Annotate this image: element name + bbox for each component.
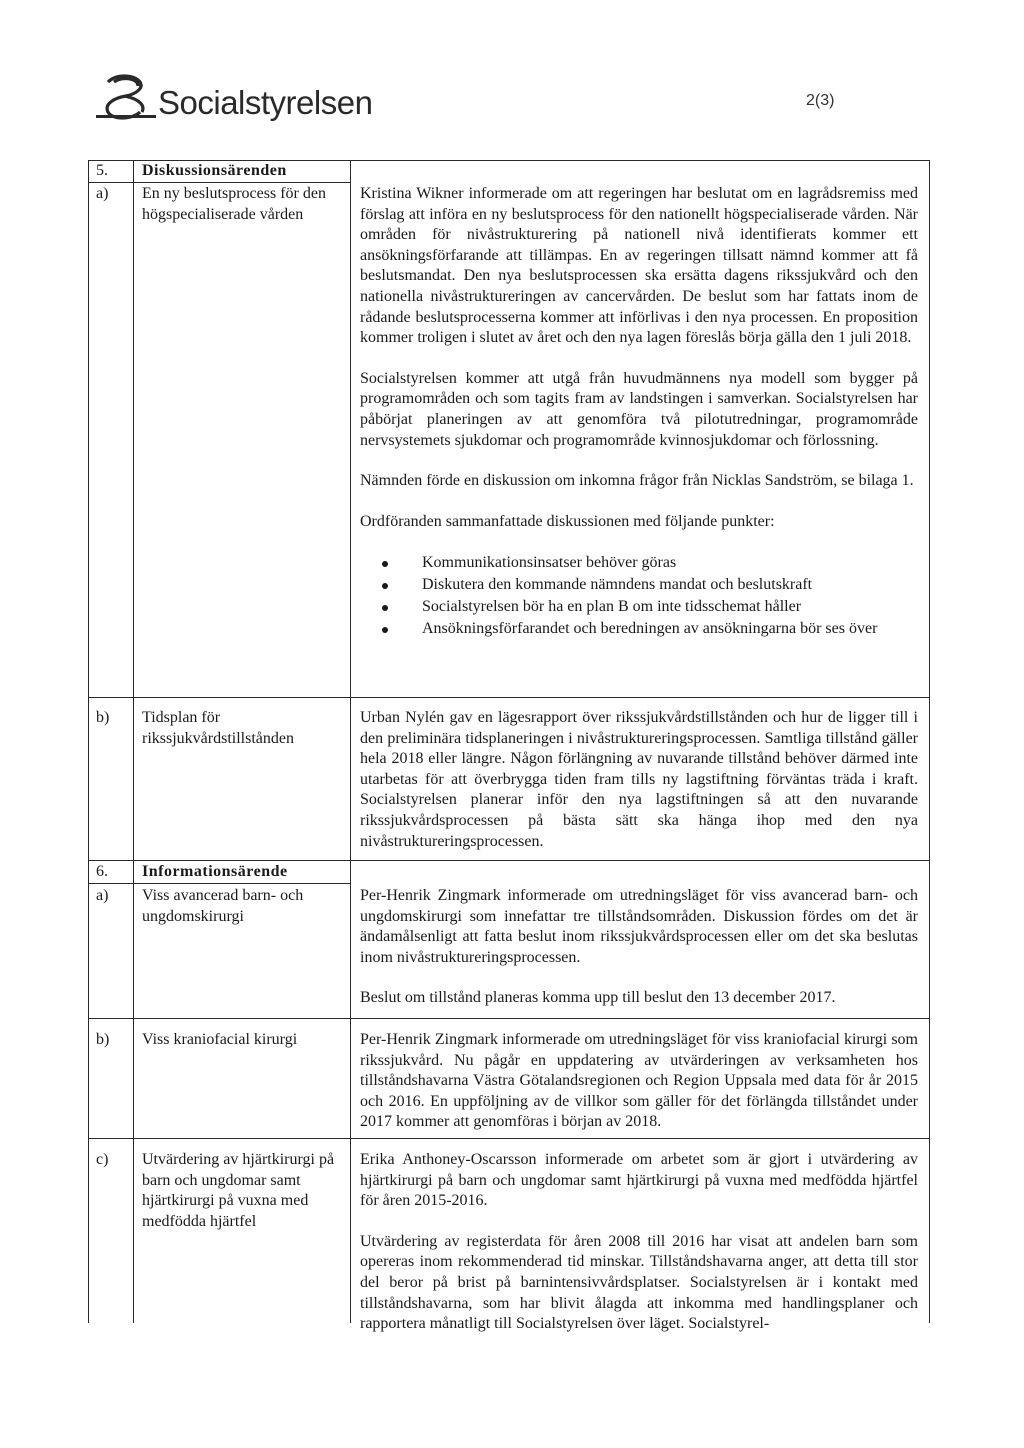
bullet-item: Ansökningsförfarandet och beredningen av ansökningarna bör ses över: [360, 618, 918, 640]
paragraph: Beslut om tillstånd planeras komma upp till beslut den 13 december 2017.: [360, 989, 836, 1007]
row-divider: [88, 1018, 930, 1019]
item-description: [360, 708, 918, 852]
section-number: 5.: [96, 162, 108, 179]
table-col-divider-2: [350, 160, 351, 1323]
bullet-item: Diskutera den kommande nämndens mandat och beslutskraft: [360, 574, 918, 596]
item-description: [360, 1030, 918, 1133]
item-title: Utvärdering av hjärtkirurgi på barn och ungdomar samt hjärtkirurgi på vuxna med medfödda hjärtfel: [142, 1151, 335, 1230]
row-divider: [88, 860, 930, 861]
summary-points: [360, 552, 918, 640]
item-title: En ny beslutsprocess för den högspecialiserade vården: [142, 185, 326, 223]
paragraph: Per-Henrik Zingmark informerade om utredningsläget för viss kraniofacial kirurgi som rikssjukvård. Nu pågår en uppdatering av utvärderingen av verksamheten hos tillståndshavarna Västra Götalandsregionen och Region Uppsala med data för år 2015 och 2016. En uppföljning av de villkor som gäller för det förlängda tillståndet under 2017 kommer att genomföras i början av 2018.: [360, 1031, 918, 1131]
row-divider: [88, 182, 350, 183]
item-title: Viss kraniofacial kirurgi: [142, 1031, 298, 1048]
section-title: Informationsärende: [142, 863, 288, 880]
item-label: a): [96, 185, 109, 202]
table-right-border: [929, 160, 930, 1323]
item-description: [360, 886, 918, 1009]
item-label: b): [96, 709, 110, 726]
item-title: Tidsplan för rikssjukvårdstillstånden: [142, 709, 294, 747]
paragraph: Per-Henrik Zingmark informerade om utredningsläget för viss avancerad barn- och ungdomskirurgi som innefattar tre tillståndsområden. Diskussion fördes om det är ändamålsenligt att fatta beslut inom rikssjukvårdsprocessen eller om det ska beslutas inom nivåstruktureringsprocessen.: [360, 887, 918, 966]
paragraph: Utvärdering av registerdata för åren 2008 till 2016 har visat att andelen barn som opereras inom rekommenderad tid minskar. Tillståndshavarna anger, att detta till stor del beror på brist på barnintensivvårdsplatser. Socialstyrelsen är i kontakt med tillståndshavarna, som har blivit ålagda att inkomma med handlingsplaner och rapportera månatligt till Socialstyrelsen över läget. Socialstyrel-: [360, 1232, 918, 1333]
paragraph: Socialstyrelsen kommer att utgå från huvudmännens nya modell som bygger på programområden och som tagits fram av landstingen i samverkan. Socialstyrelsen har påbörjat planeringen av att genomföra två pilotutredningar, programområde nervsystemets sjukdomar och programområde kvinnosjukdomar och förlossning.: [360, 369, 918, 449]
paragraph: Urban Nylén gav en lägesrapport över rikssjukvårdstillstånden och hur de ligger till i den preliminära tidsplaneringen i nivåstruktureringsprocessen. Samtliga tillstånd gäller hela 2018 eller längre. Någon förlängning av nuvarande tillstånd behöver därmed inte utarbetas för att överbrygga tiden fram tills ny lagstiftning förväntas träda i kraft. Socialstyrelsen planerar inför den nya lagstiftningen så att den nuvarande rikssjukvårdsprocessen på bästa sätt ska hänga ihop med den nya nivåstruktureringsprocessen.: [360, 709, 918, 850]
socialstyrelsen-logo-icon: [94, 72, 158, 122]
paragraph: Nämnden förde en diskussion om inkomna frågor från Nicklas Sandström, se bilaga 1.: [360, 472, 914, 490]
paragraph: Erika Anthoney-Oscarsson informerade om arbetet som är gjort i utvärdering av hjärtkirurgi på barn och ungdomar samt hjärtkirurgi på vuxna med medfödda hjärtfel för åren 2015-2016.: [360, 1151, 918, 1210]
page-header: [94, 70, 974, 130]
page-number: 2(3): [806, 92, 835, 109]
item-label: a): [96, 887, 109, 904]
bullet-item: Socialstyrelsen bör ha en plan B om inte tidsschemat håller: [360, 596, 918, 618]
bullet-item: Kommunikationsinsatser behöver göras: [360, 552, 918, 574]
paragraph: Kristina Wikner informerade om att regeringen har beslutat om en lagrådsremiss med förslag att införa en ny beslutsprocess för den nationellt högspecialiserade vården. När områden för nivåstrukturering på nationell nivå identifierats kommer ett ansökningsförfarande att tillämpas. En av regeringen tillsatt nämnd kommer att få beslutsmandat. Den nya beslutsprocessen ska ersätta dagens rikssjukvård och den nationella nivåstruktureringen av cancervården. De beslut som har fattats inom de rådande beslutsprocesserna kommer att införlivas i den nya processen. En proposition kommer troligen i slutet av året och den nya lagen föreslås börja gälla den 1 juli 2018.: [360, 185, 918, 347]
section-title: Diskussionsärenden: [142, 162, 287, 179]
logo-text: Socialstyrelsen: [158, 84, 373, 121]
item-title: Viss avancerad barn- och ungdomskirurgi: [142, 887, 304, 925]
section-number: 6.: [96, 863, 108, 880]
table-left-border: [88, 160, 89, 1323]
row-divider: [88, 1138, 930, 1139]
row-divider: [88, 697, 930, 698]
item-label: b): [96, 1031, 110, 1048]
table-col-divider-1: [133, 160, 134, 1323]
row-divider: [88, 883, 350, 884]
paragraph: Ordföranden sammanfattade diskussionen med följande punkter:: [360, 512, 775, 530]
item-description: [360, 184, 918, 640]
item-description: [360, 1150, 918, 1335]
item-label: c): [96, 1151, 109, 1168]
